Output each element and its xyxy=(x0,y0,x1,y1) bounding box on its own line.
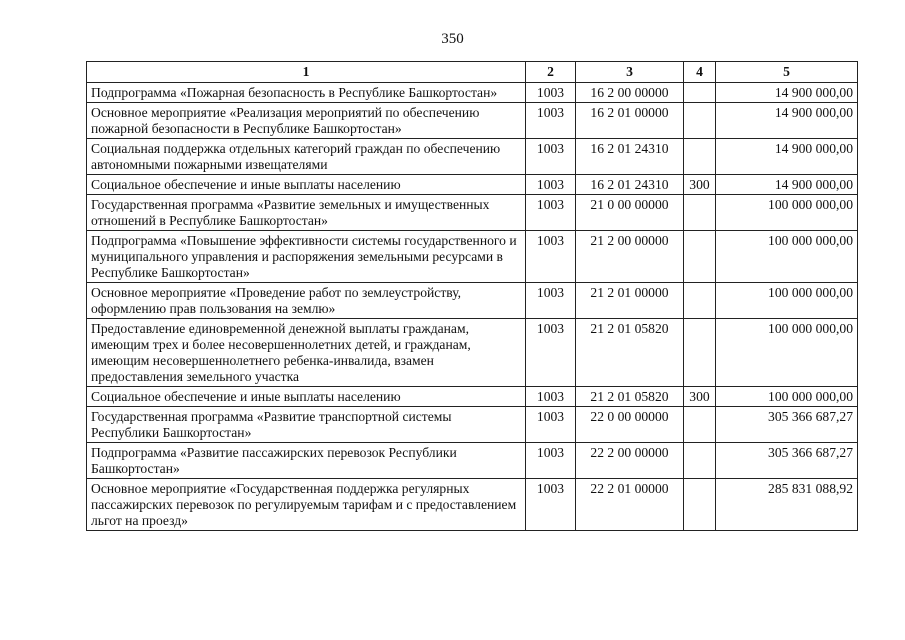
row-name: Подпрограмма «Пожарная безопасность в Республике Башкортостан» xyxy=(87,83,526,103)
row-type xyxy=(684,83,716,103)
row-amount: 14 900 000,00 xyxy=(716,103,858,139)
row-type xyxy=(684,139,716,175)
table-row xyxy=(87,83,858,103)
row-amount: 100 000 000,00 xyxy=(716,283,858,319)
column-header-name: 1 xyxy=(87,62,526,83)
row-name: Социальное обеспечение и иные выплаты населению xyxy=(87,387,526,407)
row-code: 22 2 01 00000 xyxy=(576,479,684,531)
table-row xyxy=(87,407,858,443)
row-amount: 14 900 000,00 xyxy=(716,175,858,195)
row-name: Социальная поддержка отдельных категорий граждан по обеспечению автономными пожарными извещателями xyxy=(87,139,526,175)
row-amount: 305 366 687,27 xyxy=(716,407,858,443)
row-code: 21 2 01 00000 xyxy=(576,283,684,319)
page-number: 350 xyxy=(441,31,464,47)
row-code: 22 2 00 00000 xyxy=(576,443,684,479)
row-name: Предоставление единовременной денежной выплаты гражданам, имеющим трех и более несовершеннолетних детей, и гражданам, имеющим несовершеннолетнего ребенка-инвалида, взамен предоставления земельного участка xyxy=(87,319,526,387)
row-type: 300 xyxy=(684,175,716,195)
table-row xyxy=(87,175,858,195)
row-type xyxy=(684,319,716,387)
row-name: Основное мероприятие «Государственная поддержка регулярных пассажирских перевозок по регулируемым тарифам и с предоставлением льгот на проезд» xyxy=(87,479,526,531)
row-amount: 100 000 000,00 xyxy=(716,387,858,407)
row-code: 21 2 01 05820 xyxy=(576,319,684,387)
row-section: 1003 xyxy=(526,479,576,531)
row-section: 1003 xyxy=(526,443,576,479)
table-row xyxy=(87,283,858,319)
row-section: 1003 xyxy=(526,195,576,231)
row-section: 1003 xyxy=(526,231,576,283)
table-row xyxy=(87,195,858,231)
row-amount: 14 900 000,00 xyxy=(716,83,858,103)
row-type xyxy=(684,479,716,531)
table-row xyxy=(87,479,858,531)
table-row xyxy=(87,319,858,387)
row-amount: 285 831 088,92 xyxy=(716,479,858,531)
row-code: 21 2 01 05820 xyxy=(576,387,684,407)
row-code: 21 0 00 00000 xyxy=(576,195,684,231)
row-section: 1003 xyxy=(526,103,576,139)
row-name: Подпрограмма «Развитие пассажирских перевозок Республики Башкортостан» xyxy=(87,443,526,479)
table-body xyxy=(87,83,858,531)
table-row xyxy=(87,387,858,407)
row-type xyxy=(684,103,716,139)
table-row xyxy=(87,231,858,283)
row-type xyxy=(684,407,716,443)
row-type xyxy=(684,283,716,319)
row-name: Основное мероприятие «Реализация мероприятий по обеспечению пожарной безопасности в Республике Башкортостан» xyxy=(87,103,526,139)
row-section: 1003 xyxy=(526,139,576,175)
row-code: 16 2 01 00000 xyxy=(576,103,684,139)
row-code: 16 2 00 00000 xyxy=(576,83,684,103)
row-type xyxy=(684,195,716,231)
row-name: Государственная программа «Развитие транспортной системы Республики Башкортостан» xyxy=(87,407,526,443)
row-name: Подпрограмма «Повышение эффективности системы государственного и муниципального управления и распоряжения земельными ресурсами в Республике Башкортостан» xyxy=(87,231,526,283)
row-type: 300 xyxy=(684,387,716,407)
row-section: 1003 xyxy=(526,319,576,387)
row-section: 1003 xyxy=(526,175,576,195)
column-header-type: 4 xyxy=(684,62,716,83)
row-code: 16 2 01 24310 xyxy=(576,139,684,175)
row-section: 1003 xyxy=(526,283,576,319)
table-row xyxy=(87,139,858,175)
table-row xyxy=(87,443,858,479)
row-amount: 14 900 000,00 xyxy=(716,139,858,175)
row-amount: 100 000 000,00 xyxy=(716,195,858,231)
row-name: Социальное обеспечение и иные выплаты населению xyxy=(87,175,526,195)
row-code: 16 2 01 24310 xyxy=(576,175,684,195)
table-header xyxy=(87,62,858,83)
row-type xyxy=(684,443,716,479)
row-amount: 305 366 687,27 xyxy=(716,443,858,479)
row-type xyxy=(684,231,716,283)
column-header-section: 2 xyxy=(526,62,576,83)
table-row xyxy=(87,103,858,139)
column-header-amount: 5 xyxy=(716,62,858,83)
column-header-code: 3 xyxy=(576,62,684,83)
row-name: Основное мероприятие «Проведение работ по землеустройству, оформлению прав пользования на землю» xyxy=(87,283,526,319)
row-code: 22 0 00 00000 xyxy=(576,407,684,443)
header-row xyxy=(87,62,858,83)
budget-table xyxy=(86,61,858,531)
row-section: 1003 xyxy=(526,387,576,407)
row-section: 1003 xyxy=(526,407,576,443)
row-amount: 100 000 000,00 xyxy=(716,231,858,283)
row-section: 1003 xyxy=(526,83,576,103)
row-code: 21 2 00 00000 xyxy=(576,231,684,283)
row-name: Государственная программа «Развитие земельных и имущественных отношений в Республике Башкортостан» xyxy=(87,195,526,231)
row-amount: 100 000 000,00 xyxy=(716,319,858,387)
